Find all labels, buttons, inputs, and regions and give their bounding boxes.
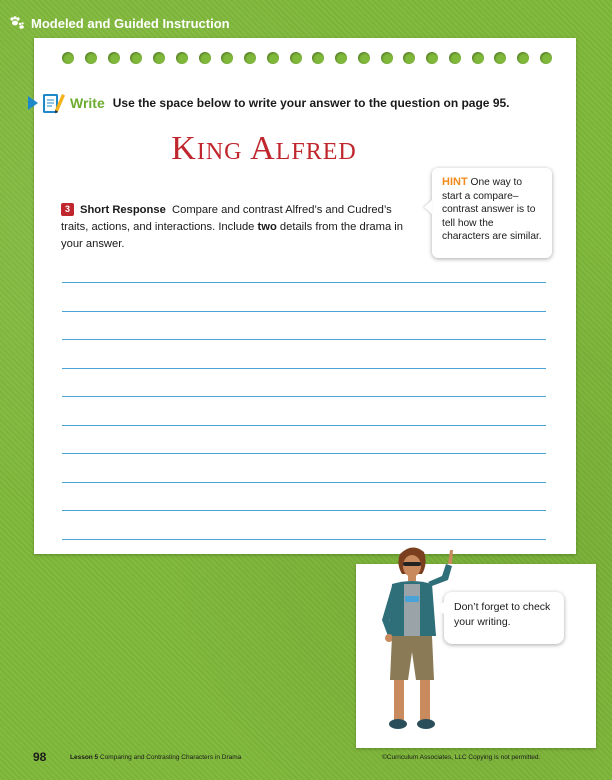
answer-line[interactable] <box>62 311 546 312</box>
answer-line[interactable] <box>62 539 546 540</box>
answer-lines[interactable] <box>62 282 546 567</box>
question-text-before: Compare and contrast Alfred’s and Cudred’s traits, actions, and interactions. Include <box>61 204 392 233</box>
answer-line[interactable] <box>62 510 546 511</box>
arrow-icon <box>28 96 38 110</box>
binder-hole <box>540 52 552 64</box>
binder-hole <box>130 52 142 64</box>
answer-line[interactable] <box>62 453 546 454</box>
binder-hole <box>426 52 438 64</box>
binder-hole <box>494 52 506 64</box>
binder-hole <box>62 52 74 64</box>
question-number-badge: 3 <box>61 203 74 216</box>
worksheet-paper <box>34 38 576 554</box>
paw-prints-icon <box>8 16 26 30</box>
binder-hole <box>85 52 97 64</box>
binder-hole <box>381 52 393 64</box>
lesson-label: Lesson 5 <box>70 754 99 761</box>
page-footer <box>0 752 612 766</box>
answer-line[interactable] <box>62 482 546 483</box>
binder-hole <box>517 52 529 64</box>
write-label: Write <box>70 95 105 111</box>
lesson-title: Comparing and Contrasting Characters in Drama <box>100 754 242 761</box>
question-type: Short Response <box>80 204 166 216</box>
question-text-after: details from the drama in your answer. <box>61 221 404 250</box>
answer-line[interactable] <box>62 339 546 340</box>
notebook-pencil-icon <box>40 90 66 116</box>
binder-hole <box>449 52 461 64</box>
reminder-panel <box>356 564 596 748</box>
binder-hole <box>290 52 302 64</box>
speech-bubble <box>444 592 564 644</box>
binder-hole <box>153 52 165 64</box>
binder-hole <box>267 52 279 64</box>
binder-hole <box>472 52 484 64</box>
binder-hole <box>108 52 120 64</box>
hint-label: HINT <box>442 176 468 188</box>
question-block <box>61 202 416 253</box>
binder-hole <box>221 52 233 64</box>
answer-line[interactable] <box>62 282 546 283</box>
answer-line[interactable] <box>62 425 546 426</box>
page-number: 98 <box>33 750 47 764</box>
binder-hole <box>335 52 347 64</box>
answer-line[interactable] <box>62 396 546 397</box>
student-character-illustration <box>362 540 472 748</box>
speech-bubble-text: Don’t forget to check your writing. <box>454 601 551 628</box>
hint-text: One way to start a compare–contrast answer is to tell how the characters are similar. <box>442 177 542 242</box>
binder-hole <box>403 52 415 64</box>
write-instruction-row <box>34 90 554 116</box>
hint-box <box>432 168 552 258</box>
copyright-notice: ©Curriculum Associates, LLC Copying is not permitted. <box>382 754 541 761</box>
write-instruction: Use the space below to write your answer to the question on page 95. <box>112 96 510 110</box>
lesson-info <box>70 754 241 761</box>
binder-hole <box>199 52 211 64</box>
answer-line[interactable] <box>62 368 546 369</box>
binder-hole <box>176 52 188 64</box>
binder-holes <box>62 52 552 64</box>
section-header <box>8 12 230 34</box>
question-bold-word: two <box>257 221 277 233</box>
binder-hole <box>358 52 370 64</box>
page-title: King Alfred <box>171 130 357 167</box>
binder-hole <box>312 52 324 64</box>
section-header-title: Modeled and Guided Instruction <box>31 15 230 31</box>
binder-hole <box>244 52 256 64</box>
